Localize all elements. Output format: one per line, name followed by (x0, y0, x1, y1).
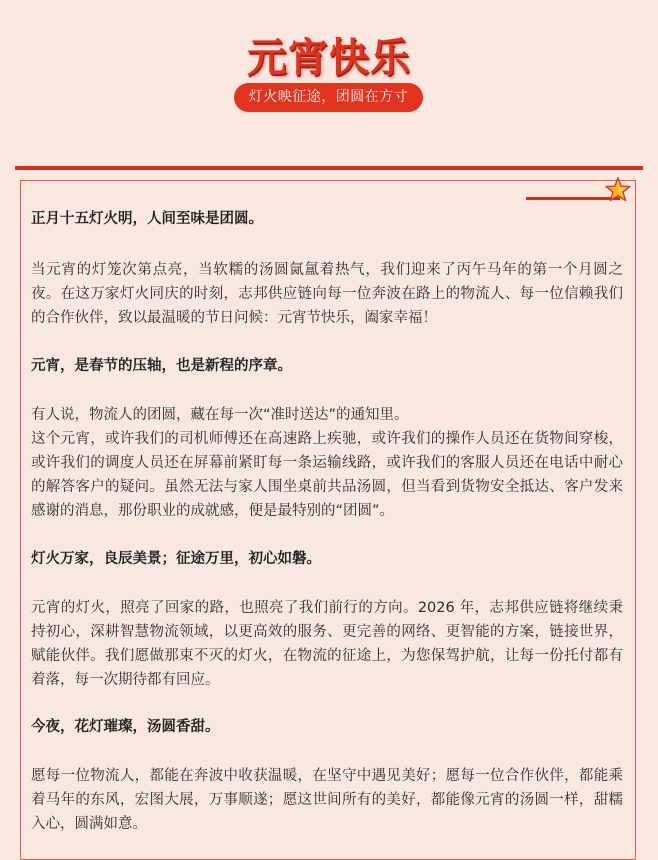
article-paragraph-2b: 这个元宵，或许我们的司机师傅还在高速路上疾驰，或许我们的操作人员还在货物间穿梭，或许我们的调度人员还在屏幕前紧盯每一条运输线路，或许我们的客服人员还在电话中耐心的解答客户的疑问。虽然无法与家人围坐桌前共品汤圆，但当看到货物安全抵达、客户发来感谢的消息，那份职业的成就感，便是最特别的“团圆”。 (31, 431, 623, 519)
article-paragraph-3: 元宵的灯火，照亮了回家的路，也照亮了我们前行的方向。2026 年，志邦供应链将继续秉持初心，深耕智慧物流领域，以更高效的服务、更完善的网络、更智能的方案，链接世界，赋能伙伴。我们愿做那束不灭的灯火，在物流的征途上，为您保驾护航，让每一份托付都有着落，每一次期待都有回应。 (31, 600, 623, 688)
article-heading-4: 今夜，花灯璀璨，汤圆香甜。 (31, 719, 220, 735)
page-title: 元宵快乐 (247, 35, 411, 81)
subtitle-badge: 灯火映征途，团圆在方寸 (234, 83, 423, 112)
article-paragraph-4: 愿每一位物流人，都能在奔波中收获温暖，在坚守中遇见美好；愿每一位合作伙伴，都能乘着马年的东风，宏图大展，万事顺遂；愿这世间所有的美好，都能像元宵的汤圆一样，甜糯入心，圆满如意。 (31, 768, 623, 832)
article-heading-1: 正月十五灯火明，人间至味是团圆。 (31, 211, 263, 227)
article-paragraph-1: 当元宵的灯笼次第点亮，当软糯的汤圆氤氲着热气，我们迎来了丙午马年的第一个月圆之夜。在这万家灯火同庆的时刻，志邦供应链向每一位奔波在路上的物流人、每一位信赖我们的合作伙伴，致以最温暖的节日问候：元宵节快乐，阖家幸福！ (31, 262, 623, 326)
star-icon (604, 176, 632, 204)
article-heading-2: 元宵，是春节的压轴，也是新程的序章。 (31, 358, 292, 374)
article-paragraph-2a: 有人说，物流人的团圆，藏在每一次“准时送达”的通知里。 (31, 407, 409, 423)
article-heading-3: 灯火万家，良辰美景；征途万里，初心如磐。 (31, 551, 321, 567)
header-divider (15, 166, 643, 170)
